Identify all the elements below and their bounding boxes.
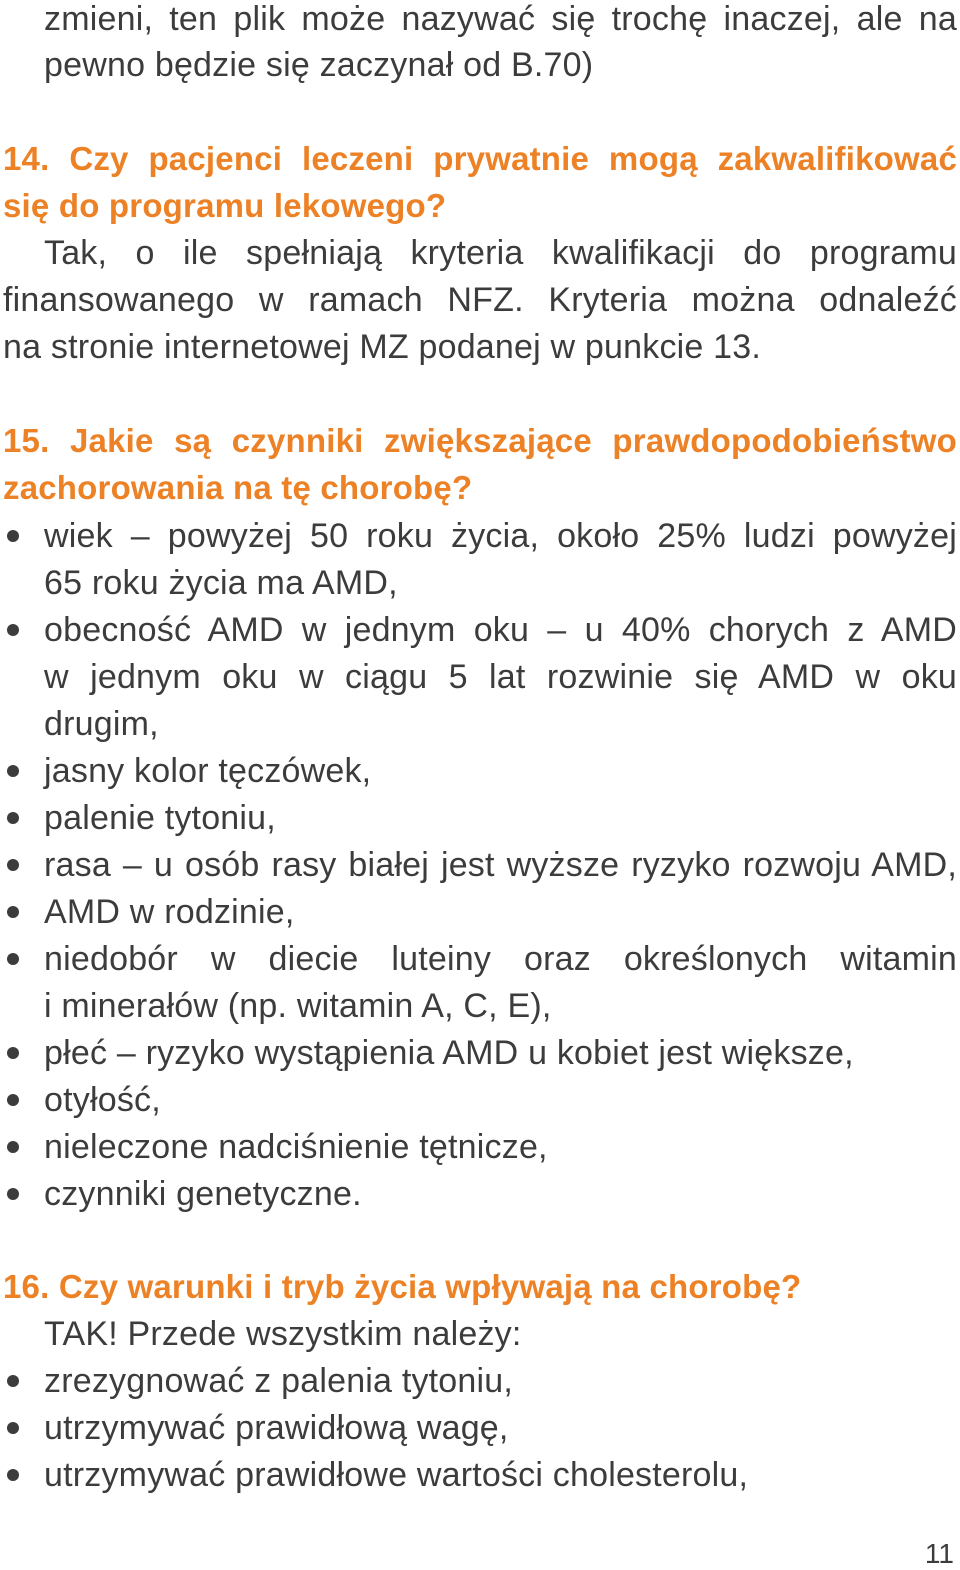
list-item: niedobór w diecie luteiny oraz określonych witamin xyxy=(44,940,957,978)
list-item: wiek – powyżej 50 roku życia, około 25% ludzi powyżej xyxy=(44,517,957,555)
bullet-icon xyxy=(7,624,19,636)
bullet-icon xyxy=(7,1375,19,1387)
bullet-icon xyxy=(7,765,19,777)
q16-heading: 16. Czy warunki i tryb życia wpływają na chorobę? xyxy=(3,1268,802,1305)
intro-line-2: pewno będzie się zaczynał od B.70) xyxy=(44,46,594,84)
bullet-icon xyxy=(7,953,19,965)
q16-intro: TAK! Przede wszystkim należy: xyxy=(44,1315,522,1353)
list-item-continuation: w jednym oku w ciągu 5 lat rozwinie się AMD w oku xyxy=(44,658,957,696)
list-item: płeć – ryzyko wystąpienia AMD u kobiet jest większe, xyxy=(44,1034,854,1072)
q14-answer-line-3: na stronie internetowej MZ podanej w punkcie 13. xyxy=(3,328,762,366)
list-item: zrezygnować z palenia tytoniu, xyxy=(44,1362,514,1400)
list-item: czynniki genetyczne. xyxy=(44,1175,362,1213)
list-item: nieleczone nadciśnienie tętnicze, xyxy=(44,1128,548,1166)
page-number: 11 xyxy=(924,1538,954,1569)
q14-answer-line-2: finansowanego w ramach NFZ. Kryteria można odnaleźć xyxy=(3,281,957,319)
list-item: rasa – u osób rasy białej jest wyższe ryzyko rozwoju AMD, xyxy=(44,846,957,884)
bullet-icon xyxy=(7,812,19,824)
bullet-icon xyxy=(7,1188,19,1200)
q14-heading-line-2: się do programu lekowego? xyxy=(3,187,447,224)
q14-answer-line-1: Tak, o ile spełniają kryteria kwalifikacji do programu xyxy=(44,234,957,272)
q15-heading-line-2: zachorowania na tę chorobę? xyxy=(3,469,473,506)
list-item: utrzymywać prawidłowe wartości cholesterolu, xyxy=(44,1456,749,1494)
q14-heading-line-1: 14. Czy pacjenci leczeni prywatnie mogą zakwalifikować xyxy=(3,140,957,177)
list-item: otyłość, xyxy=(44,1081,161,1119)
intro-line-1: zmieni, ten plik może nazywać się trochę inaczej, ale na xyxy=(44,0,957,38)
bullet-icon xyxy=(7,1141,19,1153)
bullet-icon xyxy=(7,1469,19,1481)
list-item: palenie tytoniu, xyxy=(44,799,276,837)
list-item: utrzymywać prawidłową wagę, xyxy=(44,1409,509,1447)
bullet-icon xyxy=(7,530,19,542)
bullet-icon xyxy=(7,859,19,871)
list-item-continuation: 65 roku życia ma AMD, xyxy=(44,564,398,602)
list-item: jasny kolor tęczówek, xyxy=(44,752,372,790)
list-item-continuation: i minerałów (np. witamin A, C, E), xyxy=(44,987,552,1025)
bullet-icon xyxy=(7,1047,19,1059)
bullet-icon xyxy=(7,1094,19,1106)
bullet-icon xyxy=(7,1422,19,1434)
list-item: AMD w rodzinie, xyxy=(44,893,295,931)
bullet-icon xyxy=(7,906,19,918)
q15-heading-line-1: 15. Jakie są czynniki zwiększające prawdopodobieństwo xyxy=(3,422,957,459)
list-item-continuation: drugim, xyxy=(44,705,159,743)
list-item: obecność AMD w jednym oku – u 40% chorych z AMD xyxy=(44,611,957,649)
